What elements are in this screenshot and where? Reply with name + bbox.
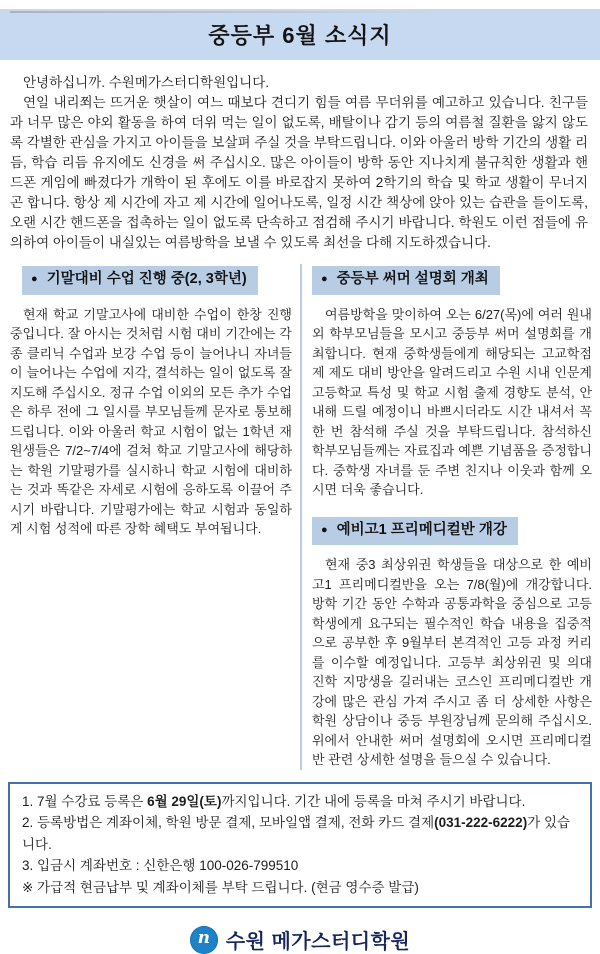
intro-body: 연일 내리쬐는 뜨거운 햇살이 여느 때보다 견디기 힘들 여름 무더위를 예고하고 있습니다. 친구들과 너무 많은 야외 활동을 하여 더위 먹는 일이 없도록, 배탈이나 감기 등의 여름철 질환을 앓지 않도록 각별한 관심을 가지고 아이들을 보살펴 주실 것을 부탁드립니다. 이와 아울러 방학 기간의 생활 리듬, 학습 리듬 유지에도 신경을 써 주십시오. 많은 아이들이 방학 동안 지나치게 불규칙한 생활과 핸드폰 게임에 빠졌다가 개학이 된 후에도 이를 바로잡지 못하여 2학기의 학습 및 학교 생활이 무너지곤 합니다. 항상 제 시간에 자고 제 시간에 일어나도록, 일정 시간 책상에 앉아 있는 습관을 들이도록, 오랜 시간 핸드폰을 접촉하는 일이 없도록 단속하고 점검해 주시기 바랍니다. 학원도 이런 점들에 유의하여 아이들이 내실있는 여름방학을 보낼 수 있도록 최선을 다해 지도하겠습니다. (10, 95, 588, 250)
section-final-exam-classes (10, 264, 292, 539)
megastudy-logo-icon (190, 926, 218, 954)
right-column (300, 264, 600, 770)
intro-paragraphs (0, 60, 600, 253)
academy-name: 수원 메가스터디학원 (225, 931, 411, 953)
notice-item (22, 855, 578, 877)
intro-greeting: 안녕하십니까. 수원메가스터디학원입니다. (23, 75, 269, 90)
page-title: 중등부 6월 소식지 (208, 23, 392, 48)
section-summer-briefing (312, 264, 592, 500)
section-header-final-exam (22, 266, 258, 295)
section-body: 여름방학을 맞이하여 오는 6/27(목)에 여러 원내외 학부모님들을 모시고 중등부 써머 설명회를 개최합니다. 현재 중학생들에게 해당되는 고교학점제 제도 대비 방안을 알려드리고 수원 시내 인문계 고등학교 특성 및 학교 시험 출제 경향도 분석, 안내해 드릴 예정이니 바쁘시더라도 시간 내셔서 꼭 한 번 참석해 주실 것을 부탁드립니다. 참석하신 학부모님들께는 자료집과 예쁜 기념품을 증정합니다. 중학생 자녀를 둔 주변 친지나 이웃과 함께 오시면 더욱 좋습니다. (312, 306, 592, 497)
tuition-notice-box (8, 782, 592, 909)
newsletter-title-banner (0, 9, 600, 60)
section-premedical-class (312, 515, 592, 770)
notice-text-bold: (031-222-6222) (434, 815, 528, 830)
section-body: 현재 학교 기말고사에 대비한 수업이 한창 진행 중입니다. 잘 아시는 것처럼 시험 대비 기간에는 각종 클리닉 수업과 보강 수업 등이 늘어나니 자녀들이 늘어나는 수업에 지각, 결석하는 일이 없도록 잘 지도해 주십시오. 정규 수업 이외의 모든 추가 수업은 하루 전에 그 일시를 부모님들께 문자로 통보해 드립니다. 이와 아울러 학교 시험이 없는 1학년 재원생들은 7/2~7/4에 걸쳐 학교 기말고사에 해당하는 학원 기말평가를 실시하니 학교 시험에 대비하는 것과 똑같은 자세로 시험에 응하도록 이끌어 주시기 바랍니다. 기말평가에는 학교 시험과 동일하게 시험 성적에 따른 장학 혜택도 부여됩니다. (10, 306, 292, 536)
bullet-icon: ● (321, 523, 328, 536)
newsletter-page (0, 9, 600, 953)
section-header-summer-briefing (312, 266, 500, 295)
two-column-area (0, 264, 600, 770)
section-title: 기말대비 수업 진행 중(2, 3학년) (46, 271, 247, 287)
notice-text: ※ 가급적 현금납부 및 계좌이체를 부탁 드립니다. (현금 영수증 발급) (22, 879, 419, 895)
notice-item (22, 812, 578, 855)
section-header-premedical (312, 517, 518, 546)
notice-item (22, 791, 578, 813)
logo-glyph: n (197, 928, 210, 948)
section-title: 예비고1 프리메디컬반 개강 (336, 521, 507, 538)
notice-text-bold: 6월 29일(토) (147, 793, 222, 809)
notice-item (22, 877, 578, 899)
notice-text: 1. 7월 수강료 등록은 (22, 793, 148, 809)
bullet-icon: ● (31, 273, 38, 285)
section-body: 현재 중3 최상위권 학생들을 대상으로 한 예비고1 프리메디컬반을 오는 7/8(월)에 개강합니다. 방학 기간 동안 수학과 공통과학을 중심으로 고등학생에게 요구되는 필수적인 학습 내용을 집중적으로 공부한 후 9월부터 본격적인 고등 과정 커리를 이수할 예정입니다. 고등부 최상위권 및 의대 진학 지망생을 길러내는 코스인 프리메디컬반 개강에 많은 관심 가져 주시고 좀 더 상세한 사항은 학원 상담이나 중등 부원장님께 문의해 주십시오. 위에서 안내한 써머 설명회에 오시면 프리메디컬반 관련 상세한 설명을 들으실 수 있습니다. (312, 557, 592, 767)
scan-artifact-line (10, 11, 435, 13)
notice-text: 가 있습니다. (22, 815, 571, 852)
section-title: 중등부 써머 설명회 개최 (336, 271, 489, 287)
notice-text: 2. 등록방법은 계좌이체, 학원 방문 결제, 모바일앱 결제, 전화 카드 결제 (22, 815, 435, 830)
bullet-icon: ● (321, 273, 328, 285)
notice-text: 까지입니다. 기간 내에 등록을 마쳐 주시기 바랍니다. (221, 793, 526, 809)
footer-branding (0, 925, 600, 954)
notice-text: 3. 입금시 계좌번호 : 신한은행 100-026-799510 (22, 858, 299, 873)
left-column (0, 264, 300, 770)
